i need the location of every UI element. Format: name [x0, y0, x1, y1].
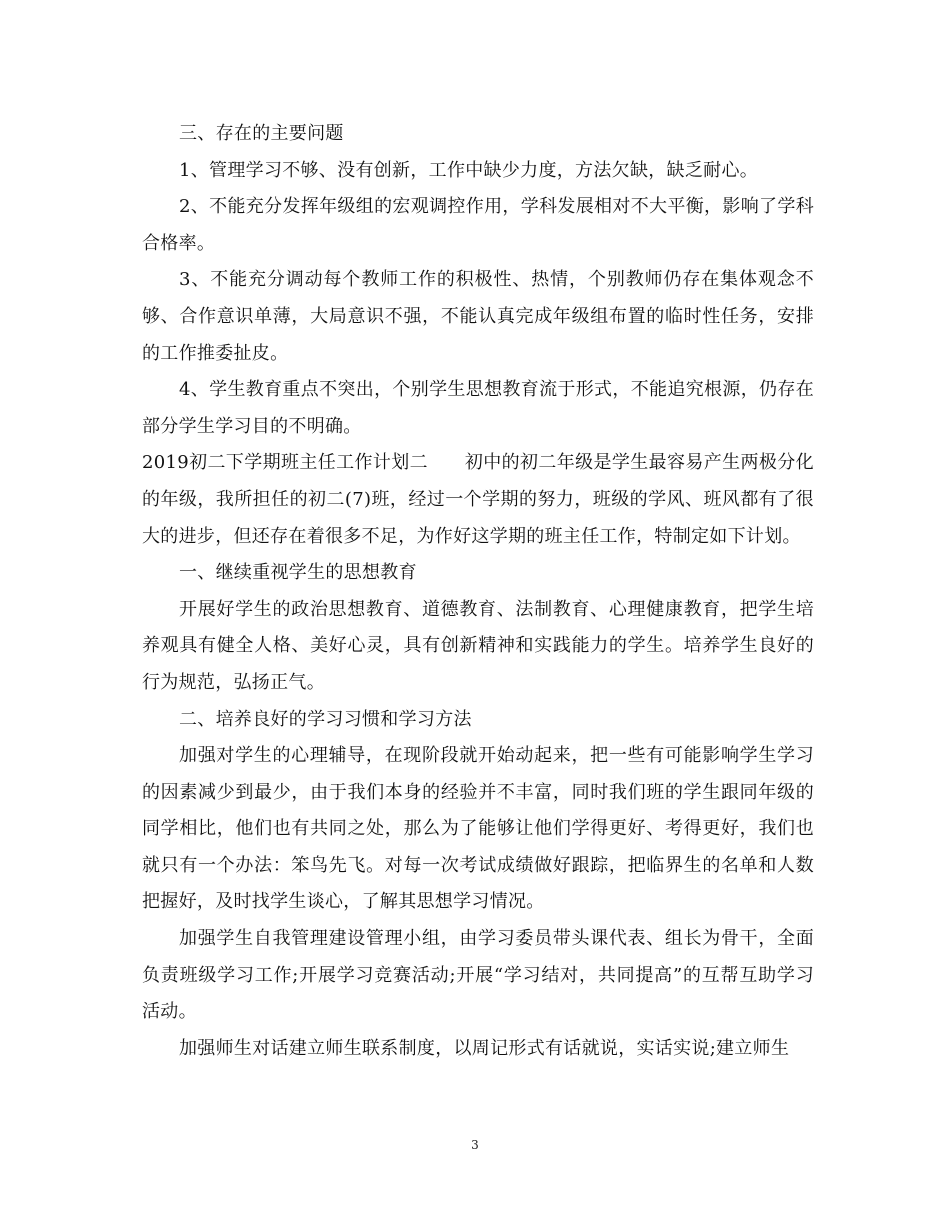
ideology-paragraph: 开展好学生的政治思想教育、道德教育、法制教育、心理健康教育，把学生培养观具有健全人格、美好心灵，具有创新精神和实践能力的学生。培养学生良好的行为规范，弘扬正气。	[142, 598, 814, 693]
section-heading-study-habits: 二、培养良好的学习习惯和学习方法	[179, 708, 472, 730]
problem-item-4: 4、学生教育重点不突出，个别学生思想教育流于形式，不能追究根源，仍存在部分学生学习目的不明确。	[142, 379, 814, 437]
study-habits-paragraph-2: 加强学生自我管理建设管理小组，由学习委员带头课代表、组长为骨干，全面负责班级学习工作;开展学习竞赛活动;开展“学习结对，共同提高”的互帮互助学习活动。	[142, 928, 814, 1023]
section-heading-problems: 三、存在的主要问题	[179, 123, 344, 144]
study-habits-paragraph-3: 加强师生对话建立师生联系制度，以周记形式有话就说，实话实说;建立师生	[179, 1037, 790, 1059]
section-heading-ideology: 一、继续重视学生的思想教育	[179, 562, 417, 584]
page-number: 3	[471, 1138, 479, 1152]
problem-item-1: 1、管理学习不够、没有创新，工作中缺少力度，方法欠缺，缺乏耐心。	[179, 159, 759, 181]
plan-two-intro: 2019初二下学期班主任工作计划二 初中的初二年级是学生最容易产生两极分化的年级，我所担任的初二(7)班，经过一个学期的努力，班级的学风、班风都有了很大的进步，但还存在着很多不足，为作好这学期的班主任工作，特制定如下计划。	[142, 452, 814, 547]
document-body	[142, 116, 814, 1067]
problem-item-2: 2、不能充分发挥年级组的宏观调控作用，学科发展相对不大平衡，影响了学科合格率。	[142, 196, 814, 254]
study-habits-paragraph-1: 加强对学生的心理辅导，在现阶段就开始动起来，把一些有可能影响学生学习的因素减少到最少，由于我们本身的经验并不丰富，同时我们班的学生跟同年级的同学相比，他们也有共同之处，那么为了能够让他们学得更好、考得更好，我们也就只有一个办法：笨鸟先飞。对每一次考试成绩做好跟踪，把临界生的名单和人数把握好，及时找学生谈心，了解其思想学习情况。	[142, 745, 814, 913]
problem-item-3: 3、不能充分调动每个教师工作的积极性、热情，个别教师仍存在集体观念不够、合作意识单薄，大局意识不强，不能认真完成年级组布置的临时性任务，安排的工作推委扯皮。	[142, 269, 814, 364]
